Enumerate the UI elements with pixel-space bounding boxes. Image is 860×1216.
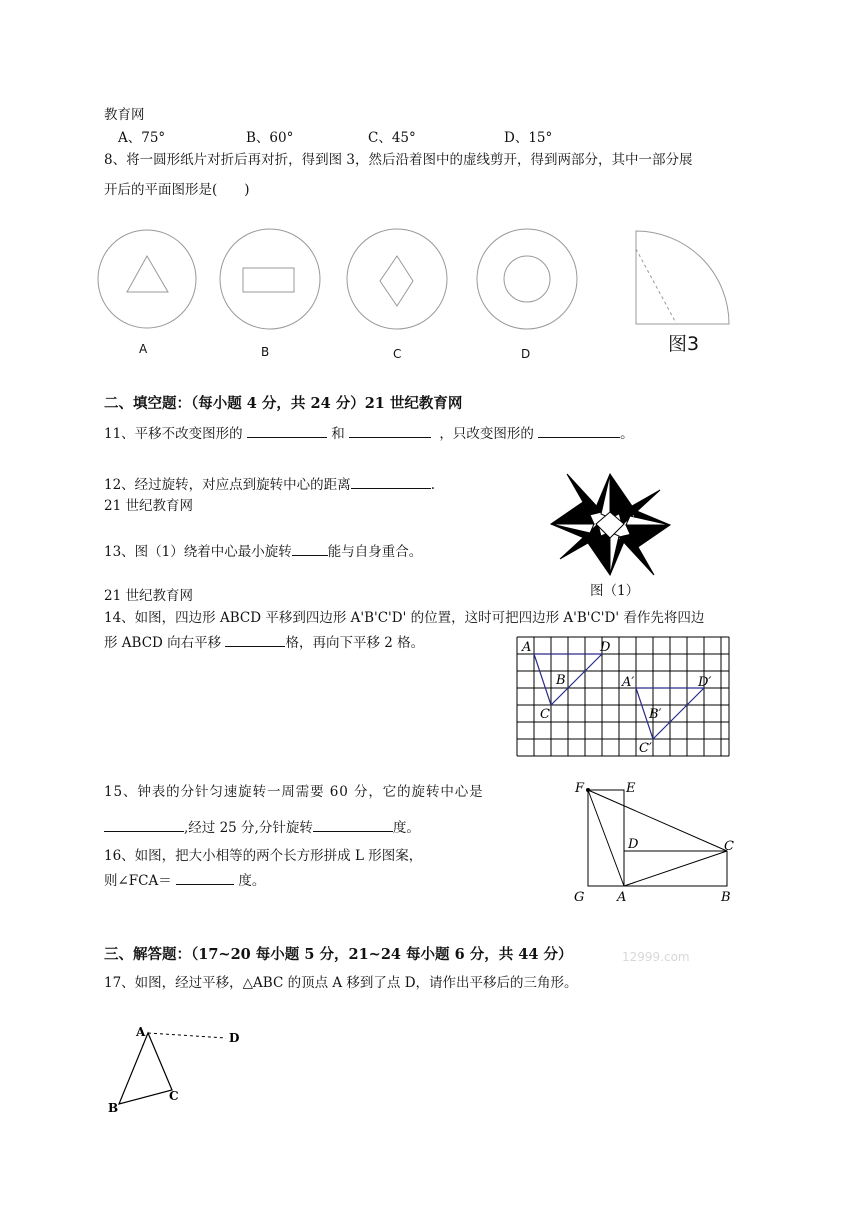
grid-label-b: B	[556, 673, 566, 688]
q8-label-b: B	[261, 345, 270, 359]
q7-option-c: C、45°	[368, 130, 416, 146]
grid-label-c: C	[540, 707, 550, 722]
q14-text2: 格，再向下平移 2 格。	[285, 635, 425, 651]
q16-text1: 则∠FCA＝	[104, 873, 172, 889]
fig3-label: 图3	[668, 333, 700, 355]
q13-text1: 13、图（1）绕着中心最小旋转	[104, 544, 292, 560]
section3-title: 三、解答题：（17~20 每小题 5 分，21~24 每小题 6 分，共 44 分）	[104, 946, 573, 963]
q12-text: 12、经过旋转，对应点到旋转中心的距离	[104, 477, 351, 493]
watermark-21century-a: 21 世纪教育网	[104, 498, 193, 514]
q8-label-a: A	[139, 342, 148, 356]
q8-line2: 开后的平面图形是( )	[104, 182, 250, 198]
dashed-segment-ad	[148, 1033, 226, 1038]
q7-option-a: A、75°	[118, 130, 166, 146]
q8-label-c: C	[393, 347, 402, 361]
tri-label-b: B	[108, 1101, 119, 1115]
q16-text2: 度。	[238, 873, 266, 889]
watermark-12999: 12999.com	[622, 950, 690, 964]
q17-text: 17、如图，经过平移，△ABC 的顶点 A 移到了点 D，请作出平移后的三角形。	[104, 975, 578, 991]
q11-text4: 。	[620, 426, 634, 442]
l-label-a: A	[617, 890, 627, 905]
q7-option-b: B、60°	[246, 130, 294, 146]
section2-title: 二、填空题：（每小题 4 分，共 24 分）21 世纪教育网	[104, 395, 463, 412]
l-label-d: D	[628, 837, 639, 852]
grid-label-c-prime: C′	[639, 741, 652, 756]
q16-line1: 16、如图，把大小相等的两个长方形拼成 L 形图案，	[104, 848, 423, 864]
triangle-abc	[119, 1033, 172, 1104]
grid-label-d-prime: D′	[698, 675, 712, 690]
tri-label-c: C	[169, 1089, 179, 1103]
tri-label-d: D	[229, 1031, 240, 1045]
l-label-g: G	[574, 890, 585, 905]
q15-line1: 15、钟表的分针匀速旋转一周需要 60 分，它的旋转中心是	[104, 784, 484, 800]
fig1-caption: 图（1）	[590, 583, 640, 599]
q15-text3: 度。	[392, 820, 420, 836]
q15-text2: ,经过 25 分,分针旋转	[184, 820, 313, 836]
l-label-f: F	[575, 781, 585, 796]
l-label-c: C	[724, 839, 734, 854]
q14-text1: 形 ABCD 向右平移	[104, 635, 222, 651]
q11-text2: 和	[331, 426, 345, 442]
q7-option-d: D、15°	[504, 130, 553, 146]
watermark-21century-b: 21 世纪教育网	[104, 588, 193, 604]
grid-label-a: A	[522, 640, 532, 655]
tri-label-a: A	[136, 1025, 146, 1039]
grid-label-a-prime: A′	[622, 675, 635, 690]
l-label-e: E	[626, 781, 636, 796]
q14-line1: 14、如图，四边形 ABCD 平移到四边形 A'B'C'D' 的位置，这时可把四边形 A'B'C'D' 看作先将四边	[104, 610, 705, 626]
grid-label-b-prime: B′	[649, 707, 662, 722]
q11-text1: 11、平移不改变图形的	[104, 426, 243, 442]
q11-text3: ，只改变图形的	[439, 426, 534, 442]
q8-label-d: D	[521, 347, 531, 361]
q12-tail: .	[430, 477, 435, 493]
grid-label-d: D	[600, 640, 611, 655]
l-label-b: B	[721, 890, 731, 905]
q13-text2: 能与自身重合。	[327, 544, 423, 560]
header-text: 教育网	[104, 107, 145, 123]
q8-line1: 8、将一圆形纸片对折后再对折，得到图 3，然后沿着图中的虚线剪开，得到两部分，其中一部分展	[104, 152, 693, 168]
